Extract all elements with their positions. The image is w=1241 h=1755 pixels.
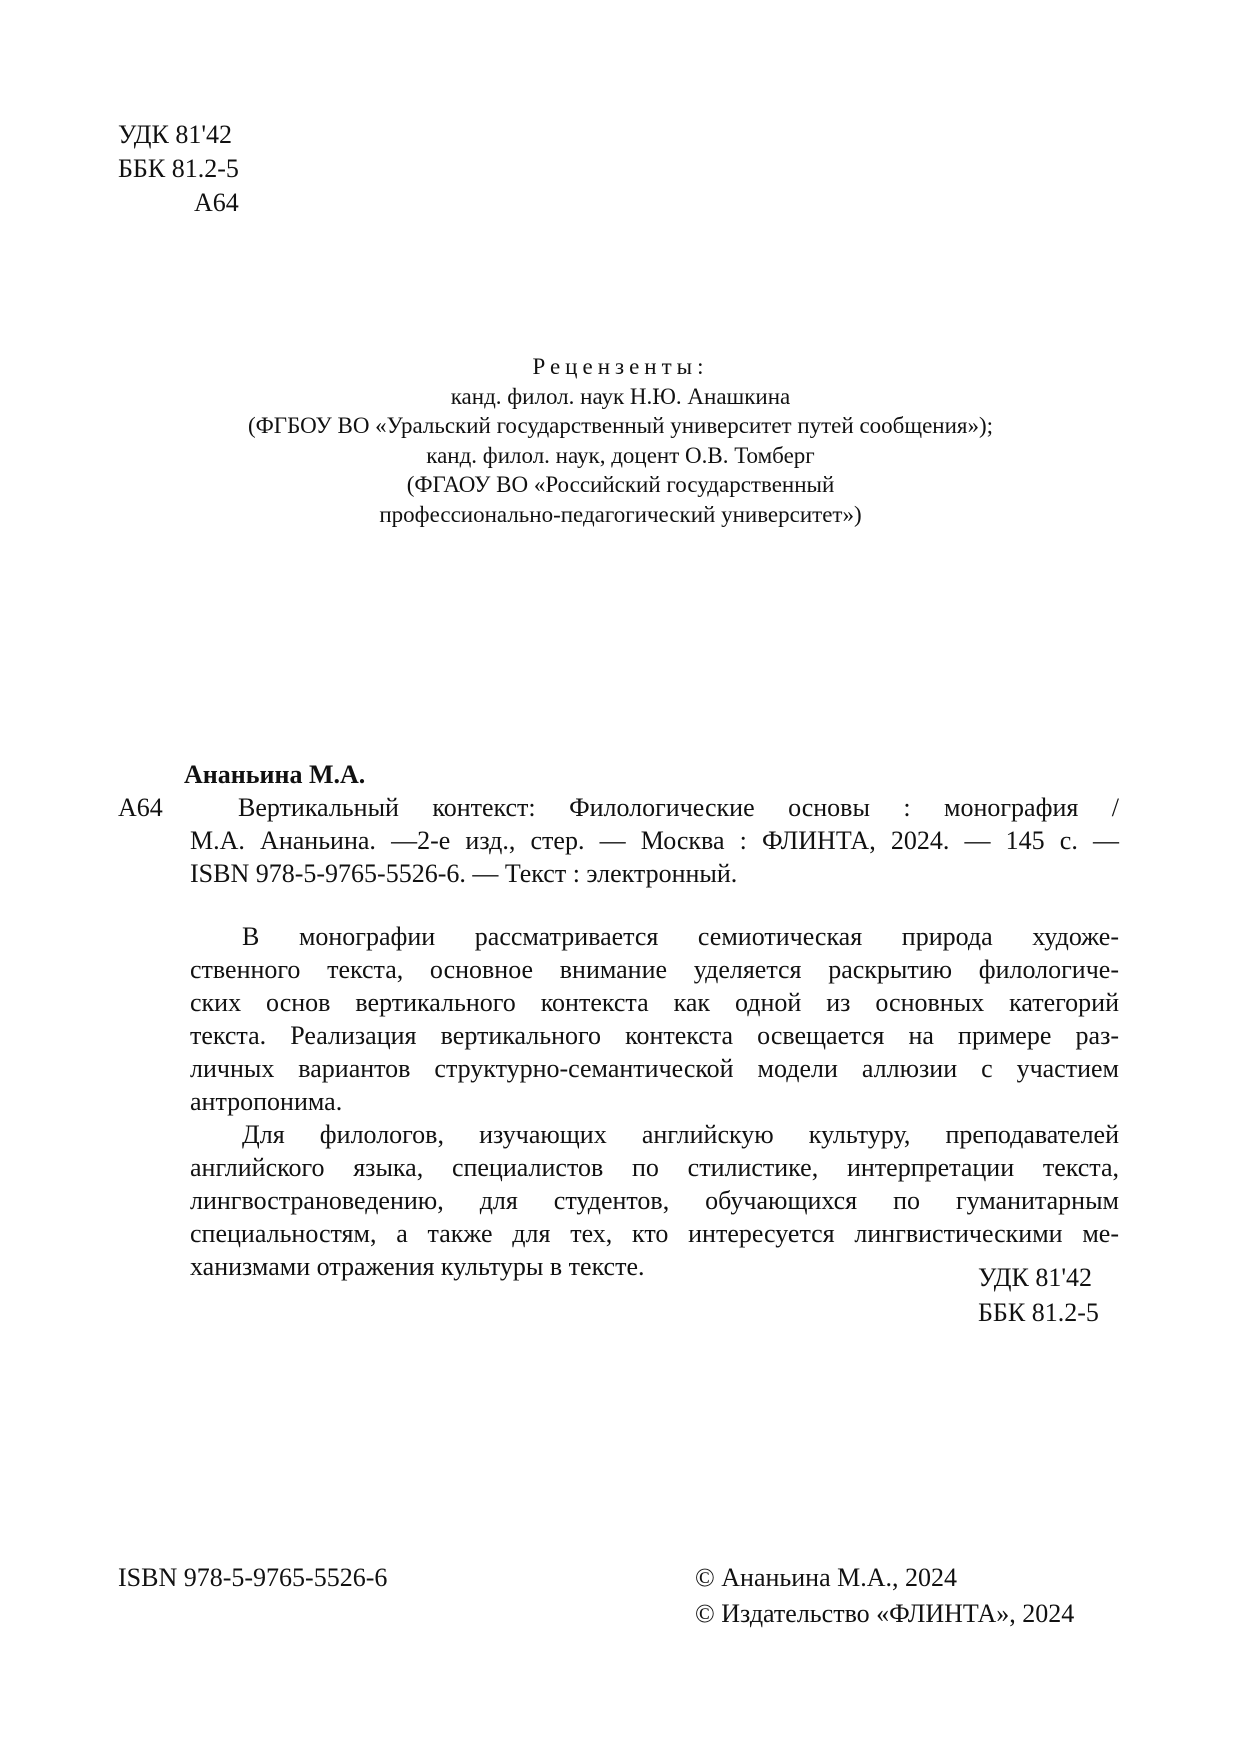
abstract-line: Для филологов, изучающих английскую культуру, преподавателей — [242, 1120, 1119, 1149]
reviewers-block — [0, 352, 1241, 529]
abstract-line: текста. Реализация вертикального контекста освещается на примере раз- — [190, 1021, 1119, 1050]
classification-codes-right — [978, 1260, 1099, 1330]
copyright-author: © Ананьина М.А., 2024 — [695, 1563, 958, 1592]
abstract-line: специальностям, а также для тех, кто интересуется лингвистическими ме- — [190, 1219, 1119, 1248]
bibliographic-record — [118, 758, 1119, 890]
reviewer-line: канд. филол. наук, доцент О.В. Томберг — [426, 442, 815, 468]
author-mark: А64 — [194, 188, 239, 217]
abstract-line: английского языка, специалистов по стилистике, интерпретации текста, — [190, 1153, 1119, 1182]
biblio-author-mark: А64 — [118, 793, 163, 822]
copyright-publisher: © Издательство «ФЛИНТА», 2024 — [695, 1599, 1075, 1628]
abstract-line: ских основ вертикального контекста как одной из основных категорий — [190, 988, 1119, 1017]
bbk-code: ББК 81.2-5 — [118, 154, 239, 183]
classification-codes — [118, 118, 239, 220]
reviewer-line: (ФГБОУ ВО «Уральский государственный университет путей сообщения»); — [247, 413, 994, 438]
reviewer-line: канд. филол. наук Н.Ю. Анашкина — [450, 383, 791, 409]
udk-code: УДК 81'42 — [978, 1263, 1093, 1292]
biblio-line: ISBN 978-5-9765-5526-6. — Текст : электронный. — [190, 859, 738, 888]
abstract-line: личных вариантов структурно-семантической модели аллюзии с участием — [190, 1054, 1119, 1083]
reviewer-line: (ФГАОУ ВО «Российский государственный — [406, 472, 835, 497]
biblio-entry — [118, 791, 1119, 890]
abstract — [190, 920, 1119, 1283]
abstract-line: ственного текста, основное внимание уделяется раскрытию филологиче- — [190, 955, 1119, 984]
bbk-code: ББК 81.2-5 — [978, 1298, 1099, 1327]
reviewers-heading: Рецензенты: — [532, 354, 709, 379]
abstract-line: В монографии рассматривается семиотическая природа художе- — [242, 922, 1119, 951]
isbn: ISBN 978-5-9765-5526-6 — [118, 1563, 388, 1592]
biblio-line: Вертикальный контекст: Филологические основы : монография / — [238, 793, 1119, 822]
copyright-block — [695, 1560, 1074, 1632]
biblio-line: М.А. Ананьина. —2-е изд., стер. — Москва : ФЛИНТА, 2024. — 145 с. — — [190, 826, 1119, 855]
abstract-line: антропонима. — [190, 1087, 343, 1116]
reviewer-line: профессионально-педагогический университет») — [379, 501, 862, 527]
udk-code: УДК 81'42 — [118, 120, 233, 149]
abstract-line: лингвострановедению, для студентов, обучающихся по гуманитарным — [190, 1186, 1119, 1215]
author-name: Ананьина М.А. — [184, 760, 366, 789]
abstract-line: ханизмами отражения культуры в тексте. — [190, 1252, 645, 1281]
